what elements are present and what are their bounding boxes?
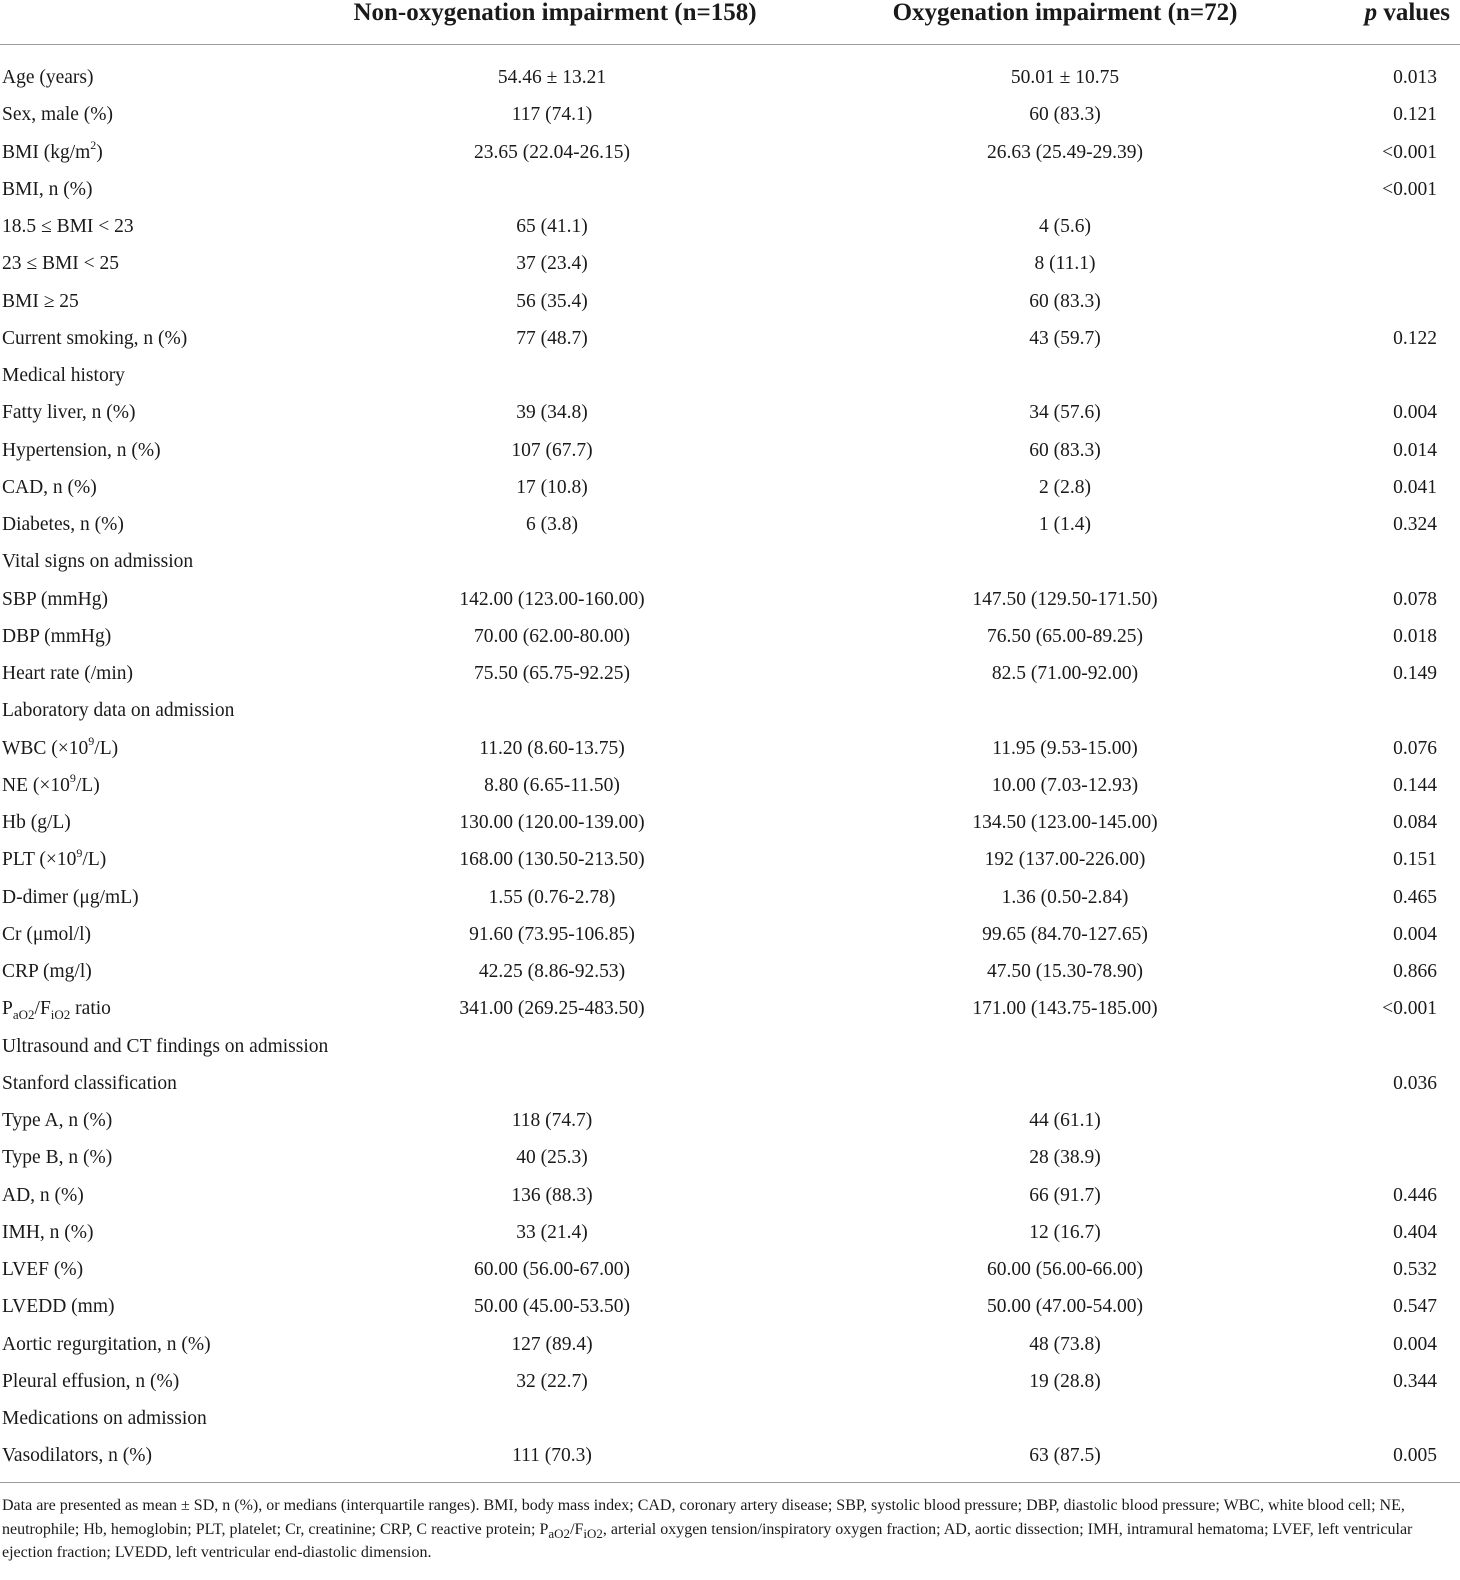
row-label: Current smoking, n (%) bbox=[2, 327, 188, 349]
p-value: 0.532 bbox=[1393, 1259, 1437, 1280]
non-oxygenation-value: 60.00 (56.00-67.00) bbox=[474, 1259, 630, 1280]
table-row bbox=[0, 1288, 1460, 1325]
table-row bbox=[0, 432, 1460, 469]
table-row bbox=[0, 581, 1460, 618]
table-row bbox=[0, 1326, 1460, 1363]
table-body bbox=[0, 59, 1460, 1475]
table-row bbox=[0, 283, 1460, 320]
p-value: 0.078 bbox=[1393, 588, 1437, 610]
row-label: AD, n (%) bbox=[2, 1184, 84, 1206]
p-value: 0.151 bbox=[1393, 849, 1437, 871]
non-oxygenation-value: 6 (3.8) bbox=[526, 514, 578, 535]
non-oxygenation-value: 77 (48.7) bbox=[516, 327, 588, 349]
table-row bbox=[0, 357, 1460, 394]
non-oxygenation-value: 8.80 (6.65-11.50) bbox=[484, 774, 620, 796]
table-header bbox=[0, 0, 1460, 44]
non-oxygenation-value: 91.60 (73.95-106.85) bbox=[469, 923, 635, 945]
row-label: Medical history bbox=[2, 365, 125, 386]
table-row bbox=[0, 1400, 1460, 1437]
row-label: Cr (μmol/l) bbox=[2, 923, 91, 945]
p-value: 0.018 bbox=[1393, 625, 1437, 647]
p-value: 0.404 bbox=[1393, 1221, 1437, 1243]
p-value: <0.001 bbox=[1382, 998, 1437, 1020]
p-value: 0.004 bbox=[1393, 1333, 1437, 1355]
table-footnote bbox=[2, 1494, 1454, 1565]
footnote-part1: Data are presented as mean ± SD, n (%), or medians (interquartile ranges). BMI, body mass index; CAD, coronary artery disease; SBP, systolic blood pressure; DBP, diastolic blood pressure; WBC, white blood cell; NE, neutrophile; Hb, hemoglobin; PLT, platelet; Cr, creatinine; CRP, C reactive protein; bbox=[2, 1497, 1405, 1538]
table-row bbox=[0, 804, 1460, 841]
p-value: 0.041 bbox=[1393, 476, 1437, 498]
row-label: PLT $(\times 10^9/L)$ bbox=[2, 845, 107, 871]
footnote-pao2: $P_{aO2}/F_{iO2}$ bbox=[539, 1520, 603, 1541]
row-label: Aortic regurgitation, n (%) bbox=[2, 1333, 211, 1355]
non-oxygenation-value: 111 (70.3) bbox=[512, 1445, 592, 1467]
non-oxygenation-value: 23.65 (22.04-26.15) bbox=[474, 141, 630, 163]
oxygenation-value: 34 (57.6) bbox=[1029, 402, 1101, 424]
p-value: 0.014 bbox=[1393, 439, 1437, 461]
non-oxygenation-value: 32 (22.7) bbox=[516, 1370, 588, 1392]
non-oxygenation-value: 39 (34.8) bbox=[516, 402, 588, 424]
row-label: Medications on admission bbox=[2, 1408, 207, 1429]
p-value: 0.013 bbox=[1393, 67, 1437, 88]
non-oxygenation-value: 42.25 (8.86-92.53) bbox=[478, 961, 626, 982]
row-label: WBC $(\times 10^9/L)$ bbox=[2, 734, 119, 759]
table-row bbox=[0, 1102, 1460, 1139]
oxygenation-value: 48 (73.8) bbox=[1029, 1333, 1101, 1355]
oxygenation-value: 82.5 (71.00-92.00) bbox=[991, 663, 1139, 684]
oxygenation-value: 66 (91.7) bbox=[1029, 1184, 1101, 1206]
table-row bbox=[0, 208, 1460, 245]
oxygenation-value: 76.50 (65.00-89.25) bbox=[987, 625, 1143, 647]
p-value: 0.547 bbox=[1393, 1296, 1437, 1318]
row-label: CAD, n (%) bbox=[2, 476, 97, 498]
p-value: 0.344 bbox=[1393, 1370, 1437, 1392]
header-divider bbox=[0, 44, 1460, 45]
oxygenation-value: 147.50 (129.50-171.50) bbox=[972, 588, 1158, 610]
oxygenation-value: 134.50 (123.00-145.00) bbox=[972, 812, 1158, 833]
footnote-part2: , arterial oxygen tension/inspiratory oxygen fraction; AD, aortic dissection; IMH, intramural hematoma; LVEF, left ventricular ejection fraction; LVEDD, left ventricular end-diastolic dimension. bbox=[2, 1520, 1413, 1561]
oxygenation-value: 11.95 (9.53-15.00) bbox=[992, 737, 1138, 759]
table-row bbox=[0, 320, 1460, 357]
oxygenation-value: 10.00 (7.03-12.93) bbox=[991, 774, 1139, 796]
row-label: $P_{aO2}/F_{iO2}$ ratio bbox=[2, 998, 111, 1023]
column-header-p-values bbox=[1365, 0, 1450, 26]
oxygenation-value: 19 (28.8) bbox=[1029, 1370, 1101, 1392]
table-row bbox=[0, 543, 1460, 580]
oxygenation-value: 2 (2.8) bbox=[1039, 476, 1091, 498]
row-label: D-dimer (μg/mL) bbox=[2, 886, 139, 908]
oxygenation-value: 192 (137.00-226.00) bbox=[984, 849, 1146, 871]
non-oxygenation-value: 142.00 (123.00-160.00) bbox=[459, 588, 645, 610]
non-oxygenation-value: 118 (74.7) bbox=[511, 1110, 593, 1131]
row-label: Pleural effusion, n (%) bbox=[2, 1370, 180, 1392]
p-value: 0.004 bbox=[1393, 402, 1437, 424]
row-label: LVEDD (mm) bbox=[2, 1296, 115, 1318]
table-row bbox=[0, 1437, 1460, 1474]
oxygenation-value: 50.01 ± 10.75 bbox=[1010, 67, 1120, 88]
table-row bbox=[0, 245, 1460, 282]
row-label: Stanford classification bbox=[2, 1072, 177, 1094]
row-label: LVEF (%) bbox=[2, 1259, 84, 1280]
non-oxygenation-value: 50.00 (45.00-53.50) bbox=[474, 1296, 630, 1318]
oxygenation-value: 60 (83.3) bbox=[1029, 290, 1101, 312]
oxygenation-value: 8 (11.1) bbox=[1034, 253, 1096, 275]
oxygenation-value: 4 (5.6) bbox=[1039, 216, 1091, 237]
non-oxygenation-value: 168.00 (130.50-213.50) bbox=[459, 849, 645, 871]
oxygenation-value: 50.00 (47.00-54.00) bbox=[987, 1296, 1143, 1318]
table-row bbox=[0, 1177, 1460, 1214]
non-oxygenation-value: 117 (74.1) bbox=[511, 104, 593, 126]
p-value: 0.465 bbox=[1393, 886, 1437, 908]
row-label: BMI ≥ 25 bbox=[2, 290, 79, 312]
table-row bbox=[0, 730, 1460, 767]
row-label: DBP (mmHg) bbox=[2, 625, 112, 647]
p-value: 0.036 bbox=[1393, 1072, 1437, 1094]
non-oxygenation-value: 40 (25.3) bbox=[516, 1147, 588, 1169]
oxygenation-value: 26.63 (25.49-29.39) bbox=[987, 141, 1143, 163]
table-row bbox=[0, 96, 1460, 133]
table-row bbox=[0, 394, 1460, 431]
oxygenation-value: 63 (87.5) bbox=[1029, 1445, 1101, 1467]
oxygenation-value: 99.65 (84.70-127.65) bbox=[982, 923, 1148, 945]
p-value: 0.004 bbox=[1393, 923, 1437, 945]
row-label: Vasodilators, n (%) bbox=[2, 1445, 153, 1467]
p-value: 0.446 bbox=[1393, 1184, 1437, 1206]
p-value: <0.001 bbox=[1382, 141, 1437, 163]
p-value: 0.122 bbox=[1393, 327, 1437, 349]
table-row bbox=[0, 953, 1460, 990]
oxygenation-value: 60 (83.3) bbox=[1029, 439, 1101, 461]
oxygenation-value: 12 (16.7) bbox=[1029, 1221, 1101, 1243]
p-value: 0.149 bbox=[1393, 663, 1437, 684]
p-value: 0.076 bbox=[1393, 737, 1437, 759]
column-header-non-oxygenation: Non-oxygenation impairment (n=158) bbox=[353, 0, 757, 26]
row-label: BMI, n (%) bbox=[2, 178, 93, 200]
table-bottom-divider bbox=[0, 1482, 1460, 1483]
non-oxygenation-value: 11.20 (8.60-13.75) bbox=[479, 737, 625, 759]
oxygenation-value: 171.00 (143.75-185.00) bbox=[972, 998, 1158, 1020]
row-label: Laboratory data on admission bbox=[2, 700, 235, 722]
oxygenation-value: 1 (1.4) bbox=[1039, 514, 1091, 535]
non-oxygenation-value: 130.00 (120.00-139.00) bbox=[459, 812, 645, 833]
table-row bbox=[0, 1363, 1460, 1400]
table-row bbox=[0, 841, 1460, 878]
row-label: Hypertension, n (%) bbox=[2, 439, 161, 461]
non-oxygenation-value: 54.46 ± 13.21 bbox=[497, 67, 607, 88]
p-value: 0.005 bbox=[1393, 1445, 1437, 1467]
non-oxygenation-value: 107 (67.7) bbox=[511, 439, 593, 461]
non-oxygenation-value: 127 (89.4) bbox=[511, 1333, 593, 1355]
p-value: 0.324 bbox=[1393, 514, 1437, 535]
row-label: Vital signs on admission bbox=[2, 551, 194, 573]
table-row bbox=[0, 990, 1460, 1027]
non-oxygenation-value: 33 (21.4) bbox=[516, 1221, 588, 1243]
table-row bbox=[0, 1214, 1460, 1251]
row-label: Age (years) bbox=[2, 67, 94, 88]
column-header-oxygenation: Oxygenation impairment (n=72) bbox=[892, 0, 1238, 26]
oxygenation-value: 43 (59.7) bbox=[1029, 327, 1101, 349]
oxygenation-value: 28 (38.9) bbox=[1029, 1147, 1101, 1169]
oxygenation-value: 60.00 (56.00-66.00) bbox=[987, 1259, 1143, 1280]
oxygenation-value: 1.36 (0.50-2.84) bbox=[1001, 886, 1129, 908]
non-oxygenation-value: 37 (23.4) bbox=[516, 253, 588, 275]
oxygenation-value: 47.50 (15.30-78.90) bbox=[987, 961, 1143, 982]
non-oxygenation-value: 56 (35.4) bbox=[516, 290, 588, 312]
row-label: SBP (mmHg) bbox=[2, 588, 109, 610]
row-label: BMI $(kg/m^2)$ bbox=[2, 138, 103, 163]
table-row bbox=[0, 134, 1460, 171]
p-value: 0.866 bbox=[1393, 961, 1437, 982]
row-label: 18.5 ≤ BMI < 23 bbox=[2, 216, 134, 237]
row-label: Hb (g/L) bbox=[2, 812, 71, 833]
row-label: Fatty liver, n (%) bbox=[2, 402, 136, 424]
row-label: NE $(\times 10^9/L)$ bbox=[2, 771, 100, 796]
row-label: 23 ≤ BMI < 25 bbox=[2, 253, 120, 275]
non-oxygenation-value: 136 (88.3) bbox=[511, 1184, 593, 1206]
row-label: Heart rate (/min) bbox=[2, 663, 134, 684]
oxygenation-value: 60 (83.3) bbox=[1029, 104, 1101, 126]
p-value: 0.144 bbox=[1393, 774, 1437, 796]
row-label: Diabetes, n (%) bbox=[2, 514, 124, 535]
row-label: Sex, male (%) bbox=[2, 104, 114, 126]
p-value: <0.001 bbox=[1382, 178, 1437, 200]
row-label: Type B, n (%) bbox=[2, 1147, 113, 1169]
p-value: 0.084 bbox=[1393, 812, 1437, 833]
table-row bbox=[0, 1028, 1460, 1065]
row-label: Type A, n (%) bbox=[2, 1110, 113, 1131]
p-value: 0.121 bbox=[1393, 104, 1437, 126]
table-row bbox=[0, 506, 1460, 543]
table-row bbox=[0, 618, 1460, 655]
table-row bbox=[0, 655, 1460, 692]
non-oxygenation-value: 75.50 (65.75-92.25) bbox=[474, 663, 630, 684]
table-row bbox=[0, 692, 1460, 729]
table-row bbox=[0, 1251, 1460, 1288]
table-row bbox=[0, 1065, 1460, 1102]
non-oxygenation-value: 1.55 (0.76-2.78) bbox=[488, 886, 616, 908]
p-italic: p bbox=[1364, 0, 1378, 26]
table-row bbox=[0, 879, 1460, 916]
row-label: Ultrasound and CT findings on admission bbox=[2, 1035, 329, 1057]
table-row bbox=[0, 1139, 1460, 1176]
row-label: CRP (mg/l) bbox=[2, 961, 92, 982]
table-row bbox=[0, 469, 1460, 506]
non-oxygenation-value: 70.00 (62.00-80.00) bbox=[474, 625, 630, 647]
oxygenation-value: 44 (61.1) bbox=[1029, 1110, 1101, 1131]
non-oxygenation-value: 17 (10.8) bbox=[516, 476, 588, 498]
row-label: IMH, n (%) bbox=[2, 1221, 94, 1243]
table-row bbox=[0, 767, 1460, 804]
table-row bbox=[0, 59, 1460, 96]
non-oxygenation-value: 341.00 (269.25-483.50) bbox=[459, 998, 645, 1020]
table-row bbox=[0, 916, 1460, 953]
p-values-rest: values bbox=[1377, 0, 1450, 26]
table-row bbox=[0, 171, 1460, 208]
non-oxygenation-value: 65 (41.1) bbox=[516, 216, 588, 237]
